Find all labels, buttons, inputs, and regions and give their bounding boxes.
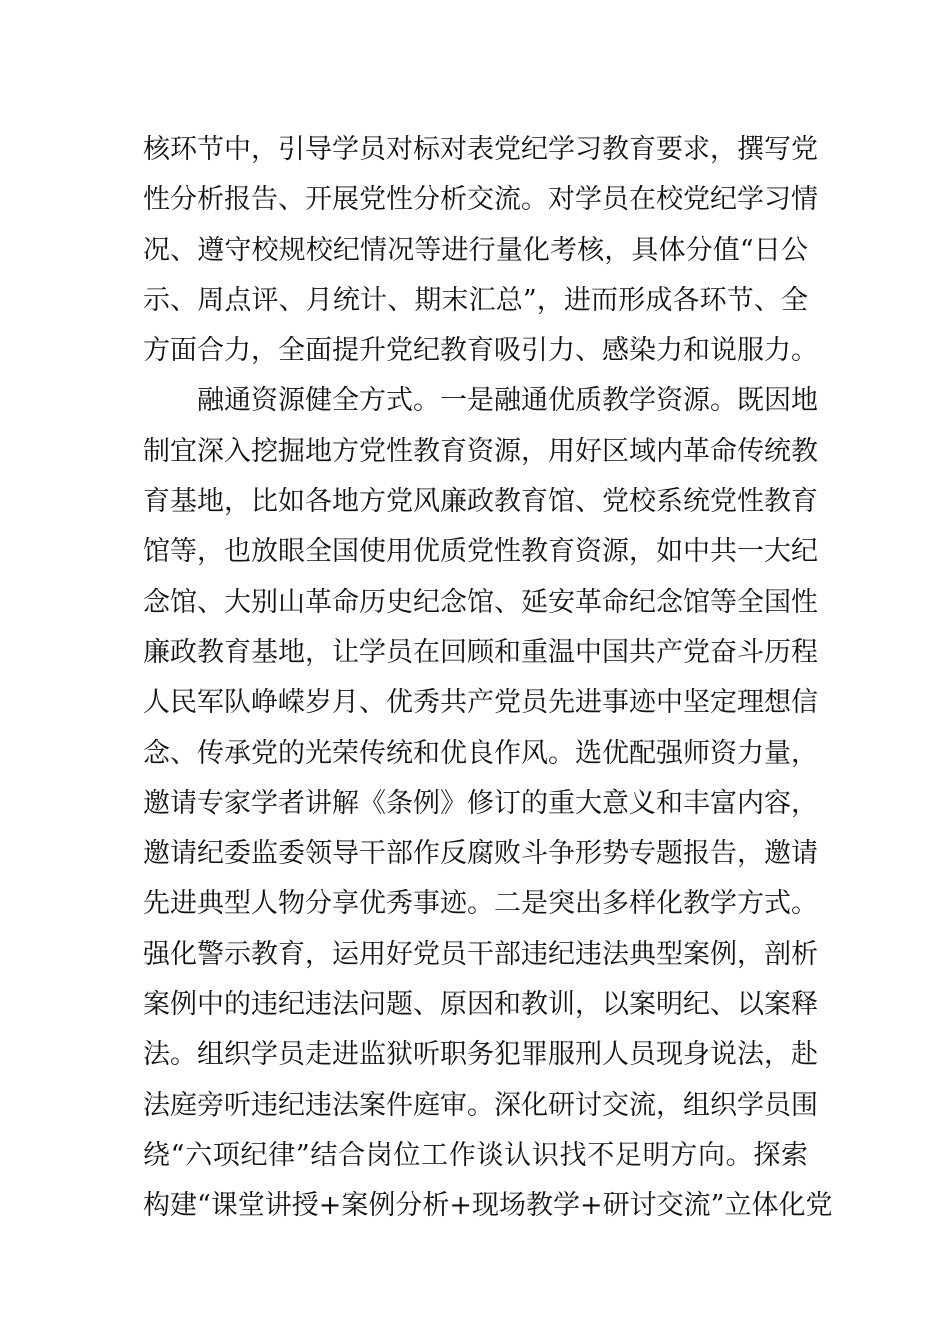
paragraph-start-line: 融通资源健全方式。一是融通优质教学资源。既因地 bbox=[143, 385, 818, 417]
text-line: 构建“课堂讲授+案例分析+现场教学+研讨交流”立体化党 bbox=[143, 1190, 833, 1222]
text-line: 案例中的违纪违法问题、原因和教训，以案明纪、以案释 bbox=[143, 989, 818, 1021]
text-line: 馆等，也放眼全国使用优质党性教育资源，如中共一大纪 bbox=[143, 536, 818, 568]
text-line: 绕“六项纪律”结合岗位工作谈认识找不足明方向。探索 bbox=[143, 1139, 808, 1171]
text-line: 核环节中，引导学员对标对表党纪学习教育要求，撰写党 bbox=[143, 134, 818, 165]
text-line: 先进典型人物分享优秀事迹。二是突出多样化教学方式。 bbox=[143, 888, 818, 920]
body-text bbox=[143, 125, 833, 1232]
text-line: 强化警示教育，运用好党员干部违纪违法典型案例，剖析 bbox=[143, 938, 818, 970]
text-line: 况、遵守校规校纪情况等进行量化考核，具体分值“日公 bbox=[143, 234, 808, 266]
text-line: 法。组织学员走进监狱听职务犯罪服刑人员现身说法，赴 bbox=[143, 1039, 818, 1071]
text-line: 性分析报告、开展党性分析交流。对学员在校党纪学习情 bbox=[143, 184, 818, 216]
text-line: 方面合力，全面提升党纪教育吸引力、感染力和说服力。 bbox=[143, 335, 818, 367]
text-line: 育基地，比如各地方党风廉政教育馆、党校系统党性教育 bbox=[143, 486, 818, 518]
text-line: 廉政教育基地，让学员在回顾和重温中国共产党奋斗历程 bbox=[143, 636, 818, 668]
text-line: 示、周点评、月统计、期末汇总”，进而形成各环节、全 bbox=[143, 284, 808, 316]
text-line: 制宜深入挖掘地方党性教育资源，用好区域内革命传统教 bbox=[143, 435, 818, 467]
text-line: 法庭旁听违纪违法案件庭审。深化研讨交流，组织学员围 bbox=[143, 1089, 818, 1121]
text-line: 人民军队峥嵘岁月、优秀共产党员先进事迹中坚定理想信 bbox=[143, 687, 818, 719]
text-line: 念馆、大别山革命历史纪念馆、延安革命纪念馆等全国性 bbox=[143, 586, 818, 618]
text-line: 念、传承党的光荣传统和优良作风。选优配强师资力量， bbox=[143, 737, 818, 769]
text-line: 邀请纪委监委领导干部作反腐败斗争形势专题报告，邀请 bbox=[143, 838, 818, 870]
text-line: 邀请专家学者讲解《条例》修订的重大意义和丰富内容， bbox=[143, 787, 818, 819]
